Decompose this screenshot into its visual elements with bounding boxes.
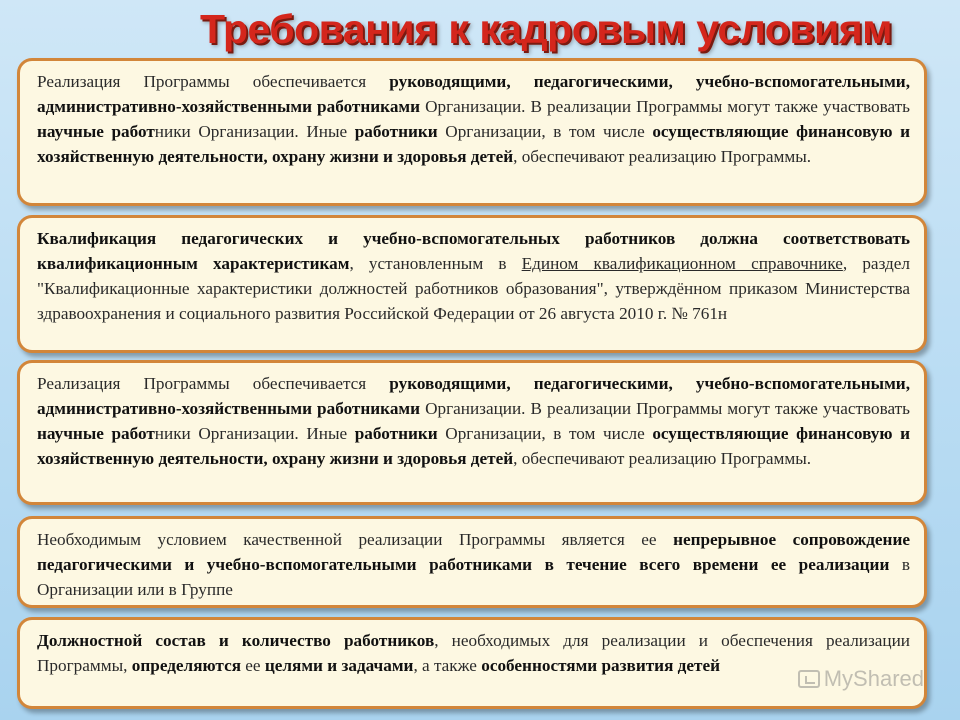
text-span: , необходимых для реализации и обеспечения реализации Программы, <box>37 631 910 675</box>
text-span: в Организации или в Группе <box>37 555 910 599</box>
text-span: , обеспечивают реализацию Программы. <box>513 449 812 468</box>
text-span: ее <box>241 656 265 675</box>
bold-text: особенностями развития детей <box>481 656 720 675</box>
bold-text: определяются <box>131 656 241 675</box>
bold-text: руководящими, педагогическими, учебно-вспомогательными, административно-хозяйственными работниками <box>37 374 910 418</box>
text-block-2 <box>17 215 927 353</box>
text-span: Организации, в том числе <box>437 122 653 141</box>
text-span: , а также <box>413 656 482 675</box>
text-span: ники Организации. Иные <box>154 122 355 141</box>
bold-text: работники <box>354 424 438 443</box>
bold-text: Должностной состав и количество работников <box>37 631 435 650</box>
slide-title: Требования к кадровым условиям <box>200 6 892 52</box>
block-paragraph <box>37 226 910 326</box>
text-span: Необходимым условием качественной реализации Программы является ее <box>37 530 674 549</box>
bold-text: научные работ <box>37 122 155 141</box>
block-paragraph <box>37 628 910 678</box>
bold-text: осуществляющие финансовую и хозяйственную деятельности, охрану жизни и здоровья детей <box>37 424 911 468</box>
text-span: ники Организации. Иные <box>154 424 355 443</box>
bold-text: непрерывное сопровождение педагогическими и учебно-вспомогательными работниками в течение всего времени ее реализации <box>37 530 910 574</box>
watermark-icon <box>798 670 820 688</box>
bold-text: Квалификация педагогических и учебно-вспомогательных работников должна соответствовать квалификационным характеристикам <box>37 229 910 273</box>
text-span: Организации, в том числе <box>437 424 653 443</box>
text-block-3 <box>17 360 927 505</box>
underlined-text: Едином квалификационном справочнике <box>521 254 843 273</box>
text-span: , раздел "Квалификационные характеристики должностей работников образования", утверждённом приказом Министерства здравоохранения и социального развития Российской Федерации от 26 августа 2010 г. № 761н <box>37 254 910 323</box>
text-block-1 <box>17 58 927 206</box>
block-paragraph <box>37 371 910 471</box>
bold-text: целями и задачами <box>264 656 414 675</box>
text-span: Организации. В реализации Программы могут также участвовать <box>420 399 910 418</box>
text-span: , установленным в <box>349 254 522 273</box>
text-block-4 <box>17 516 927 608</box>
text-span: Организации. В реализации Программы могут также участвовать <box>420 97 910 116</box>
block-paragraph <box>37 527 910 602</box>
bold-text: руководящими, педагогическими, учебно-вспомогательными, административно-хозяйственными работниками <box>37 72 910 116</box>
bold-text: научные работ <box>37 424 155 443</box>
block-paragraph <box>37 69 910 169</box>
text-span: , обеспечивают реализацию Программы. <box>513 147 812 166</box>
watermark <box>798 666 924 692</box>
text-span: Реализация Программы обеспечивается <box>37 72 390 91</box>
watermark-text: MyShared <box>823 666 924 691</box>
text-block-5 <box>17 617 927 709</box>
text-span: Реализация Программы обеспечивается <box>37 374 390 393</box>
bold-text: осуществляющие финансовую и хозяйственную деятельности, охрану жизни и здоровья детей <box>37 122 911 166</box>
bold-text: работники <box>354 122 438 141</box>
